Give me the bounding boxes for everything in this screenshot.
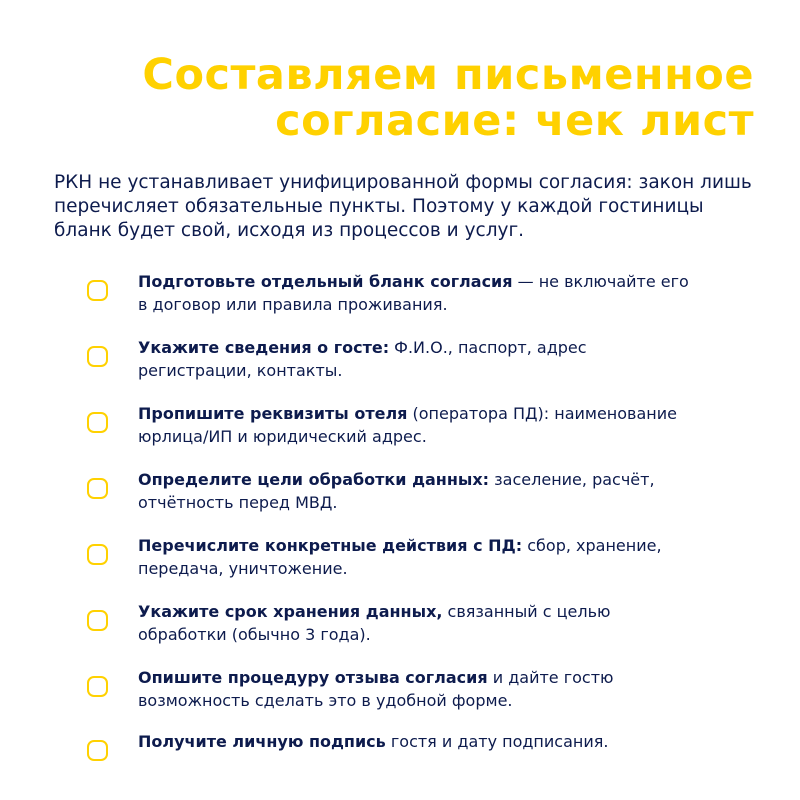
item-bold-text: Определите цели обработки данных: xyxy=(138,470,490,489)
item-text-line-2: возможность сделать это в удобной форме. xyxy=(138,691,513,710)
item-text-rest: Ф.И.О., паспорт, адрес xyxy=(389,338,587,357)
intro-line-3: бланк будет свой, исходя из процессов и услуг. xyxy=(54,220,525,241)
item-text-rest: (оператора ПД): наименование xyxy=(407,404,677,423)
item-bold-text: Опишите процедуру отзыва согласия xyxy=(138,668,488,687)
item-text-rest: заселение, расчёт, xyxy=(489,470,655,489)
title-line-2: согласие: чек лист xyxy=(275,96,754,146)
checkbox-icon[interactable] xyxy=(87,676,108,697)
checkbox-icon[interactable] xyxy=(87,610,108,631)
checklist-item xyxy=(87,404,747,452)
item-bold-text: Получите личную подпись xyxy=(138,732,386,751)
intro-line-1: РКН не устанавливает унифицированной формы согласия: закон лишь xyxy=(54,172,752,193)
item-text-rest: связанный с целью xyxy=(442,602,611,621)
item-text-line-2: юрлица/ИП и юридический адрес. xyxy=(138,427,427,446)
item-bold-text: Укажите срок хранения данных, xyxy=(138,602,443,621)
item-text-rest: — не включайте его xyxy=(512,272,689,291)
checklist-item xyxy=(87,470,747,518)
checklist-item xyxy=(87,668,747,716)
item-bold-text: Укажите сведения о госте: xyxy=(138,338,390,357)
intro-line-2: перечисляет обязательные пункты. Поэтому у каждой гостиницы xyxy=(54,196,704,217)
checklist-item xyxy=(87,338,747,386)
item-bold-text: Перечислите конкретные действия с ПД: xyxy=(138,536,523,555)
checkbox-icon[interactable] xyxy=(87,478,108,499)
checklist-item-text xyxy=(138,270,738,316)
checklist-item xyxy=(87,732,747,780)
item-bold-text: Подготовьте отдельный бланк согласия xyxy=(138,272,513,291)
item-text-line-2: передача, уничтожение. xyxy=(138,559,348,578)
item-text-rest: гостя и дату подписания. xyxy=(385,732,609,751)
checkbox-icon[interactable] xyxy=(87,544,108,565)
checklist-item-text xyxy=(138,402,738,448)
item-text-line-2: в договор или правила проживания. xyxy=(138,295,448,314)
checklist-item xyxy=(87,272,747,320)
checklist-item-text xyxy=(138,666,738,712)
checklist-item-text xyxy=(138,468,738,514)
checkbox-icon[interactable] xyxy=(87,740,108,761)
item-text-rest: и дайте гостю xyxy=(487,668,614,687)
checkbox-icon[interactable] xyxy=(87,280,108,301)
item-bold-text: Пропишите реквизиты отеля xyxy=(138,404,408,423)
item-text-rest: сбор, хранение, xyxy=(522,536,662,555)
item-text-line-2: отчётность перед МВД. xyxy=(138,493,338,512)
checkbox-icon[interactable] xyxy=(87,412,108,433)
checklist-item-text xyxy=(138,600,738,646)
checklist-item-text xyxy=(138,730,738,753)
checklist-item-text xyxy=(138,534,738,580)
item-text-line-2: регистрации, контакты. xyxy=(138,361,343,380)
checklist-item xyxy=(87,602,747,650)
item-text-line-2: обработки (обычно 3 года). xyxy=(138,625,371,644)
checklist-item xyxy=(87,536,747,584)
checklist-item-text xyxy=(138,336,738,382)
title-line-1: Составляем письменное xyxy=(142,50,754,100)
checkbox-icon[interactable] xyxy=(87,346,108,367)
